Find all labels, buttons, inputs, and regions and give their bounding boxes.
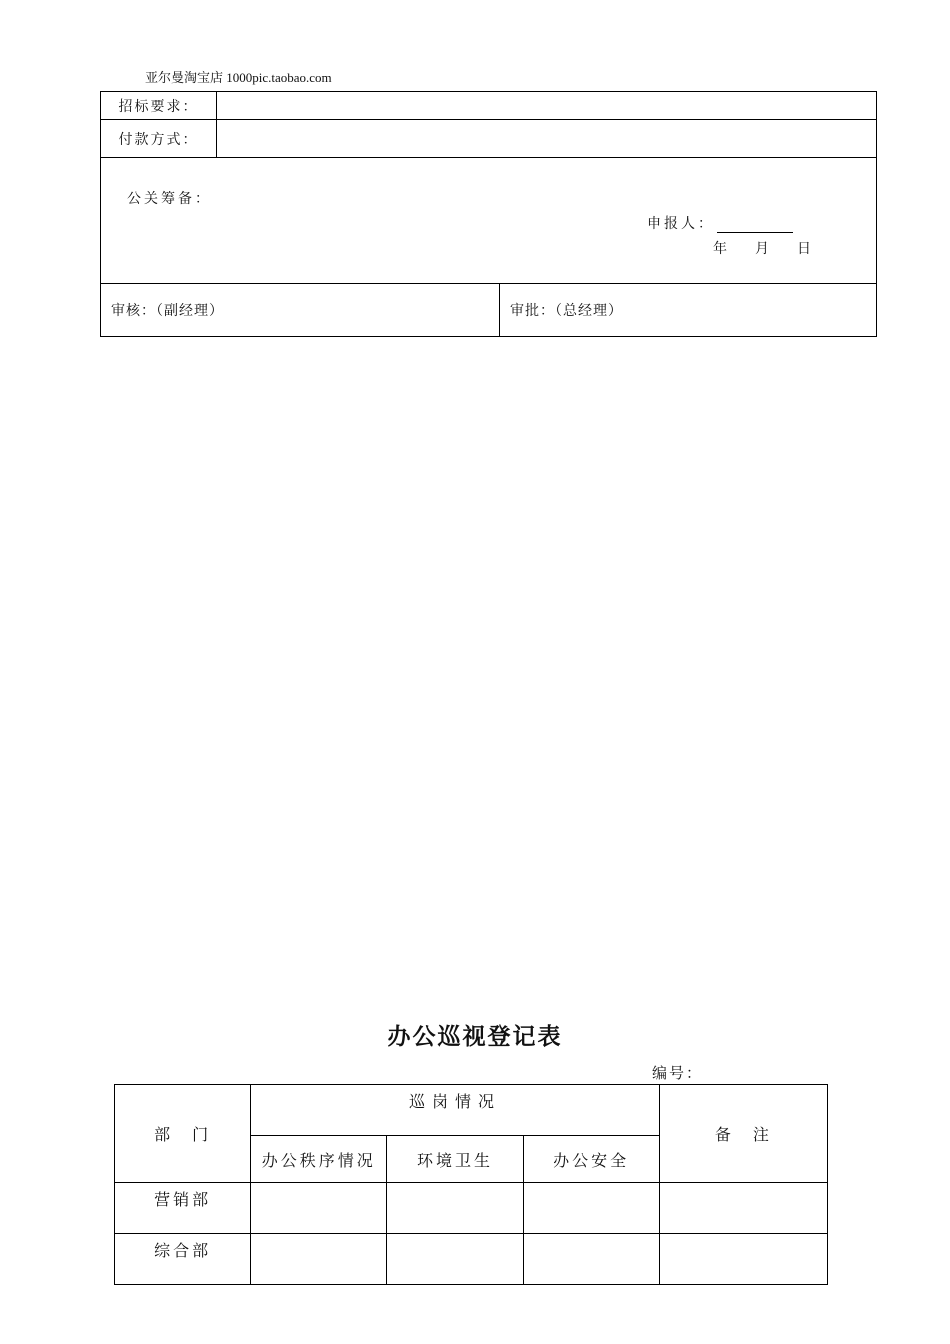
approval-row — [101, 284, 876, 336]
safety-cell[interactable] — [523, 1183, 659, 1234]
header-department: 部 门 — [115, 1085, 251, 1183]
date-year: 年 — [713, 241, 727, 257]
table-header-row — [115, 1085, 828, 1136]
bid-requirements-row — [101, 92, 876, 120]
header-hygiene: 环境卫生 — [387, 1136, 523, 1183]
hygiene-cell[interactable] — [387, 1183, 523, 1234]
remarks-cell[interactable] — [659, 1183, 827, 1234]
header-office-order: 办公秩序情况 — [251, 1136, 387, 1183]
safety-cell[interactable] — [523, 1234, 659, 1285]
reporter-field — [647, 213, 793, 233]
hygiene-cell[interactable] — [387, 1234, 523, 1285]
reporter-label: 申报人： — [647, 216, 715, 232]
approve-cell: 审批：（总经理） — [510, 303, 623, 319]
date-month: 月 — [755, 241, 769, 257]
review-cell: 审核：（副经理） — [101, 284, 500, 336]
remarks-cell[interactable] — [659, 1234, 827, 1285]
order-cell[interactable] — [251, 1183, 387, 1234]
shop-header-text: 亚尔曼淘宝店 1000pic.taobao.com — [145, 70, 332, 85]
patrol-form-title: 办公巡视登记表 — [387, 1023, 563, 1050]
request-form — [100, 91, 877, 337]
header-remarks: 备 注 — [659, 1085, 827, 1183]
table-row — [115, 1183, 828, 1234]
bid-requirements-label: 招标要求： — [101, 92, 217, 119]
header-office-safety: 办公安全 — [523, 1136, 659, 1183]
date-day: 日 — [797, 241, 811, 257]
payment-method-row — [101, 120, 876, 158]
report-date — [713, 238, 811, 258]
table-row — [115, 1234, 828, 1285]
department-cell: 综合部 — [115, 1234, 251, 1285]
header-patrol-status: 巡岗情况 — [251, 1085, 660, 1136]
order-cell[interactable] — [251, 1234, 387, 1285]
pr-preparation-label: 公关筹备： — [127, 191, 212, 207]
serial-number-label: 编号： — [652, 1064, 704, 1082]
department-cell: 营销部 — [115, 1183, 251, 1234]
patrol-register-table — [114, 1084, 828, 1285]
reporter-signature-line — [717, 218, 793, 233]
payment-method-label: 付款方式： — [101, 120, 217, 157]
pr-preparation-row — [101, 158, 876, 284]
